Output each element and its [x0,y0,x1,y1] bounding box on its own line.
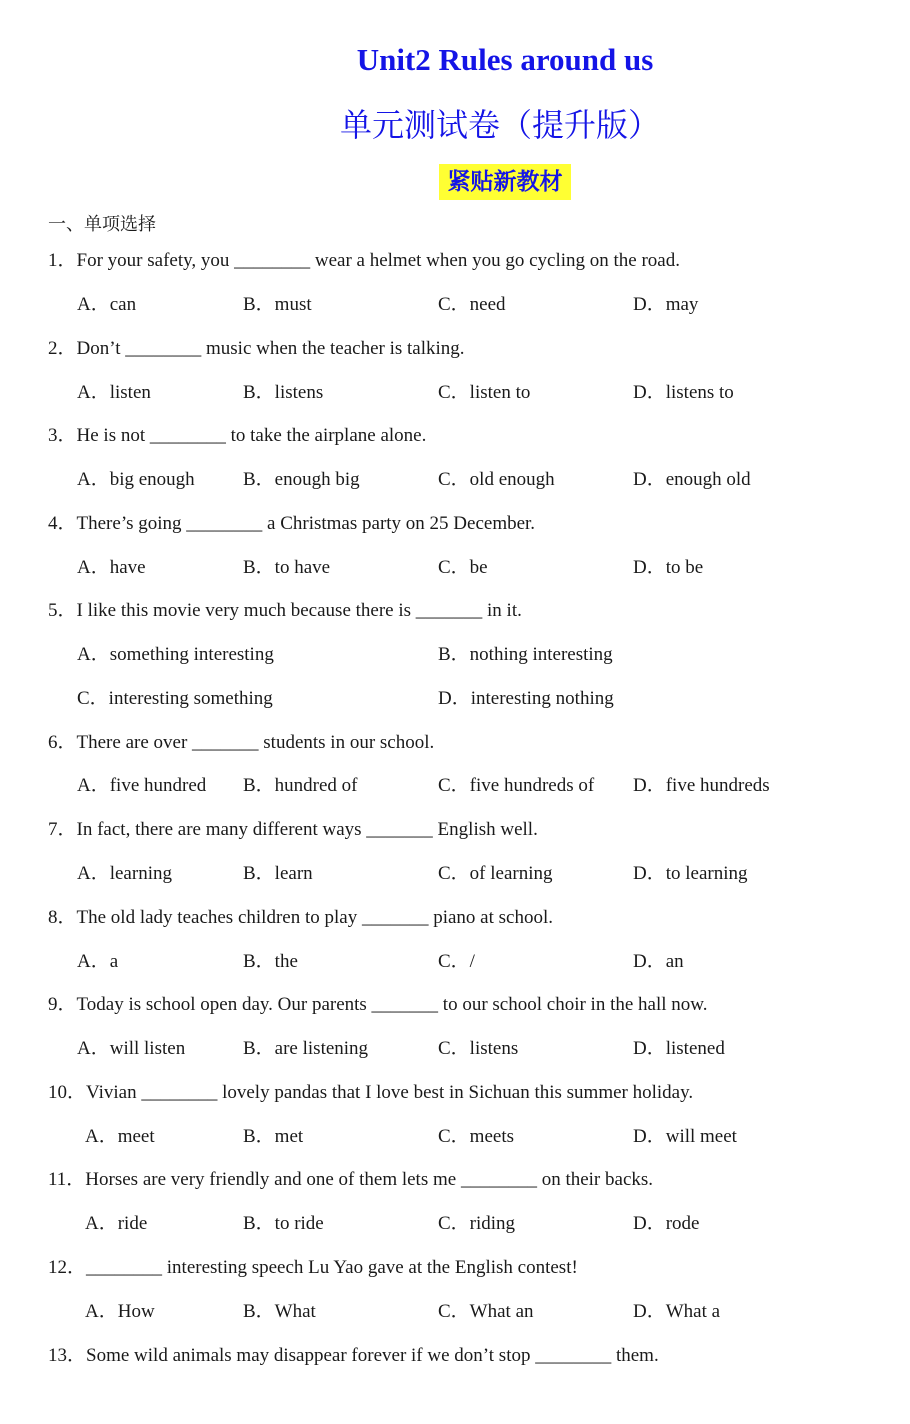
question-4 [48,511,535,537]
question-text: ________ interesting speech Lu Yao gave at the English contest! [86,1257,578,1278]
option-c[interactable]: C．old enough [438,469,555,490]
option-b[interactable]: B．met [243,1126,304,1147]
question-10 [48,1080,693,1106]
option-c[interactable]: C．interesting something [77,688,273,709]
question-text: The old lady teaches children to play _______ piano at school. [76,907,553,928]
option-c[interactable]: C．listens [438,1038,519,1059]
question-13 [48,1343,659,1369]
option-a[interactable]: A．learning [77,863,172,884]
option-d[interactable]: D．enough old [633,469,751,490]
option-d[interactable]: D．interesting nothing [438,688,614,709]
question-text: He is not ________ to take the airplane alone. [76,425,427,446]
option-a[interactable]: A．a [77,951,119,972]
option-d[interactable]: D．rode [633,1213,700,1234]
question-number: 3． [48,425,77,446]
question-number: 12． [48,1257,87,1278]
option-a[interactable]: A．will listen [77,1038,186,1059]
option-c[interactable]: C．/ [438,951,475,972]
option-b[interactable]: B．are listening [243,1038,369,1059]
option-b[interactable]: B．hundred of [243,775,358,796]
option-d[interactable]: D．to learning [633,863,748,884]
option-d[interactable]: D．five hundreds [633,775,770,796]
option-a[interactable]: A．meet [85,1126,155,1147]
question-text: In fact, there are many different ways _______ English well. [76,819,538,840]
question-text: Horses are very friendly and one of them lets me ________ on their backs. [85,1169,654,1190]
option-c[interactable]: C．need [438,294,506,315]
option-b[interactable]: B．What [243,1301,316,1322]
option-c[interactable]: C．riding [438,1213,516,1234]
question-6 [48,730,434,756]
option-a[interactable]: A．have [77,557,146,578]
option-a[interactable]: A．How [85,1301,155,1322]
option-d[interactable]: D．listened [633,1038,725,1059]
question-number: 5． [48,600,77,621]
option-a[interactable]: A．listen [77,382,151,403]
question-2 [48,336,465,362]
question-8 [48,905,553,931]
option-c[interactable]: C．listen to [438,382,531,403]
option-b[interactable]: B．the [243,951,298,972]
option-d[interactable]: D．an [633,951,684,972]
question-text: I like this movie very much because there is _______ in it. [76,600,522,621]
question-number: 7． [48,819,77,840]
question-number: 4． [48,513,77,534]
option-a[interactable]: A．five hundred [77,775,207,796]
option-a[interactable]: A．something interesting [77,644,274,665]
option-b[interactable]: B．to ride [243,1213,324,1234]
question-number: 11． [48,1169,86,1190]
option-d[interactable]: D．What a [633,1301,721,1322]
question-text: Vivian ________ lovely pandas that I love best in Sichuan this summer holiday. [86,1082,694,1103]
highlight-badge: 紧贴新教材 [439,164,571,200]
option-b[interactable]: B．nothing interesting [438,644,613,665]
option-b[interactable]: B．enough big [243,469,360,490]
question-9 [48,992,708,1018]
section-title: 一、单项选择 [48,214,156,235]
title-english: Unit2 Rules around us [356,42,654,77]
question-number: 6． [48,732,77,753]
question-number: 2． [48,338,77,359]
question-3 [48,423,426,449]
option-a[interactable]: A．ride [85,1213,148,1234]
title-chinese: 单元测试卷（提升版） [339,106,660,144]
question-text: Don’t ________ music when the teacher is talking. [76,338,465,359]
question-number: 8． [48,907,77,928]
option-d[interactable]: D．listens to [633,382,734,403]
option-c[interactable]: C．What an [438,1301,534,1322]
option-a[interactable]: A．big enough [77,469,195,490]
question-1 [48,248,680,274]
question-5 [48,598,522,624]
question-number: 9． [48,994,77,1015]
question-text: Some wild animals may disappear forever if we don’t stop ________ them. [86,1345,659,1366]
option-c[interactable]: C．of learning [438,863,553,884]
question-12 [48,1255,578,1281]
option-d[interactable]: D．to be [633,557,704,578]
option-c[interactable]: C．five hundreds of [438,775,595,796]
option-d[interactable]: D．may [633,294,699,315]
option-a[interactable]: A．can [77,294,137,315]
question-text: For your safety, you ________ wear a helmet when you go cycling on the road. [76,250,680,271]
question-11 [48,1167,653,1193]
option-c[interactable]: C．be [438,557,488,578]
option-b[interactable]: B．to have [243,557,331,578]
option-b[interactable]: B．must [243,294,312,315]
question-number: 13． [48,1345,87,1366]
option-d[interactable]: D．will meet [633,1126,737,1147]
question-text: There’s going ________ a Christmas party on 25 December. [76,513,536,534]
question-text: There are over _______ students in our school. [76,732,435,753]
option-b[interactable]: B．learn [243,863,313,884]
option-b[interactable]: B．listens [243,382,324,403]
question-7 [48,817,538,843]
question-number: 1． [48,250,77,271]
question-text: Today is school open day. Our parents _______ to our school choir in the hall now. [76,994,708,1015]
option-c[interactable]: C．meets [438,1126,514,1147]
question-number: 10． [48,1082,87,1103]
